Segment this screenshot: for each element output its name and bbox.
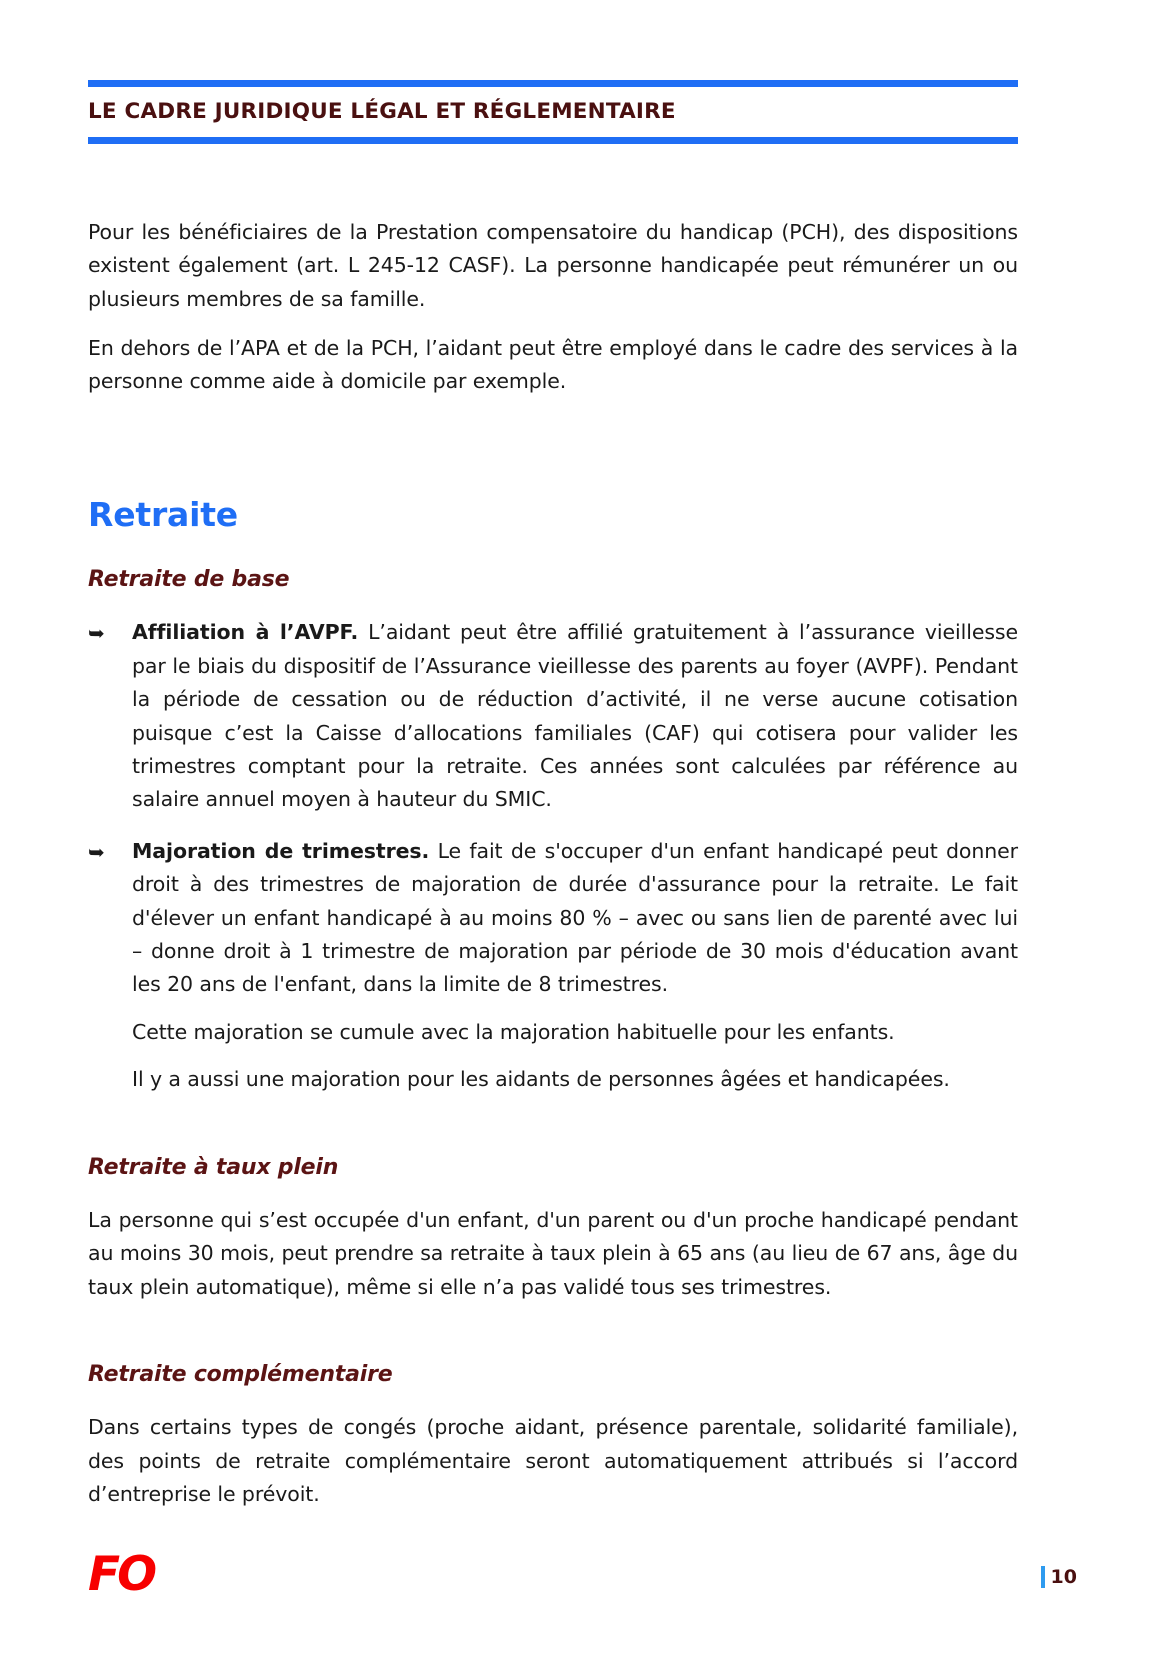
- bullet-list-retraite-de-base: [88, 616, 1018, 1096]
- list-item: [88, 616, 1018, 816]
- subsection-paragraph: La personne qui s’est occupée d'un enfant, d'un parent ou d'un proche handicapé pendant au moins 30 mois, peut prendre sa retraite à taux plein à 65 ans (au lieu de 67 ans, âge du taux plein automatique), même si elle n’a pas validé tous ses trimestres.: [88, 1207, 1018, 1299]
- page-content: [88, 0, 1018, 1528]
- intro-paragraph-2: En dehors de l’APA et de la PCH, l’aidant peut être employé dans le cadre des services à la personne comme aide à domicile par exemple.: [88, 335, 1018, 394]
- bullet-paragraph: [132, 835, 1018, 1002]
- section-retraite: [88, 494, 1018, 534]
- running-head: [88, 0, 1018, 144]
- arrow-bullet-icon: ➥: [88, 621, 105, 646]
- page-footer: [88, 1542, 1077, 1602]
- header-rule-top: [88, 80, 1018, 87]
- section-title: Retraite: [88, 494, 238, 534]
- arrow-bullet-icon: ➥: [88, 839, 105, 864]
- fo-logo: FO: [88, 1547, 155, 1602]
- bullet-text: L’aidant peut être affilié gratuitement à l’assurance vieillesse par le biais du dispositif de l’Assurance vieillesse des parents au foyer (AVPF). Pendant la période de cessation ou de réduction d’activité, il ne verse aucune cotisation puisque c’est la Caisse d’allocations familiales (CAF) qui cotisera pour valider les trimestres comptant pour la retraite. Ces années sont calculées par référence au salaire annuel moyen à hauteur du SMIC.: [132, 620, 1018, 812]
- bullet-extra-paragraph: Cette majoration se cumule avec la majoration habituelle pour les enfants.: [132, 1019, 895, 1044]
- subsection-retraite-de-base-heading: [88, 567, 1018, 592]
- page-number: 10: [1050, 1565, 1077, 1588]
- list-item: [88, 835, 1018, 1097]
- subsection-title: Retraite complémentaire: [88, 1362, 393, 1388]
- bullet-lead: Majoration de trimestres.: [132, 838, 430, 863]
- subsection-retraite-complementaire-heading: [88, 1362, 1018, 1387]
- bullet-extra-paragraph: Il y a aussi une majoration pour les aidants de personnes âgées et handicapées.: [132, 1067, 950, 1092]
- intro-paragraph-1: Pour les bénéficiaires de la Prestation compensatoire du handicap (PCH), des dispositions existent également (art. L 245-12 CASF). La personne handicapée peut rémunérer un ou plusieurs membres de sa famille.: [88, 219, 1018, 311]
- bullet-text: Le fait de s'occuper d'un enfant handicapé peut donner droit à des trimestres de majoration de durée d'assurance pour la retraite. Le fait d'élever un enfant handicapé à au moins 80 % – avec ou sans lien de parenté avec lui – donne droit à 1 trimestre de majoration par période de 30 mois d'éducation avant les 20 ans de l'enfant, dans la limite de 8 trimestres.: [132, 838, 1018, 997]
- subsection-title: Retraite de base: [88, 567, 290, 593]
- header-rule-bottom: [88, 137, 1018, 144]
- subsection-retraite-taux-plein-heading: [88, 1155, 1018, 1180]
- page-number-bar: [1041, 1566, 1045, 1588]
- page-number-group: [1041, 1566, 1077, 1588]
- running-head-title: LE CADRE JURIDIQUE LÉGAL ET RÉGLEMENTAIRE: [88, 99, 676, 124]
- intro-block: [88, 216, 1018, 399]
- subsection-title: Retraite à taux plein: [88, 1154, 339, 1180]
- bullet-paragraph: [132, 616, 1018, 816]
- bullet-lead: Affiliation à l’AVPF.: [132, 620, 359, 645]
- subsection-paragraph: Dans certains types de congés (proche aidant, présence parentale, solidarité familiale), des points de retraite complémentaire seront automatiquement attribués si l’accord d’entreprise le prévoit.: [88, 1415, 1018, 1507]
